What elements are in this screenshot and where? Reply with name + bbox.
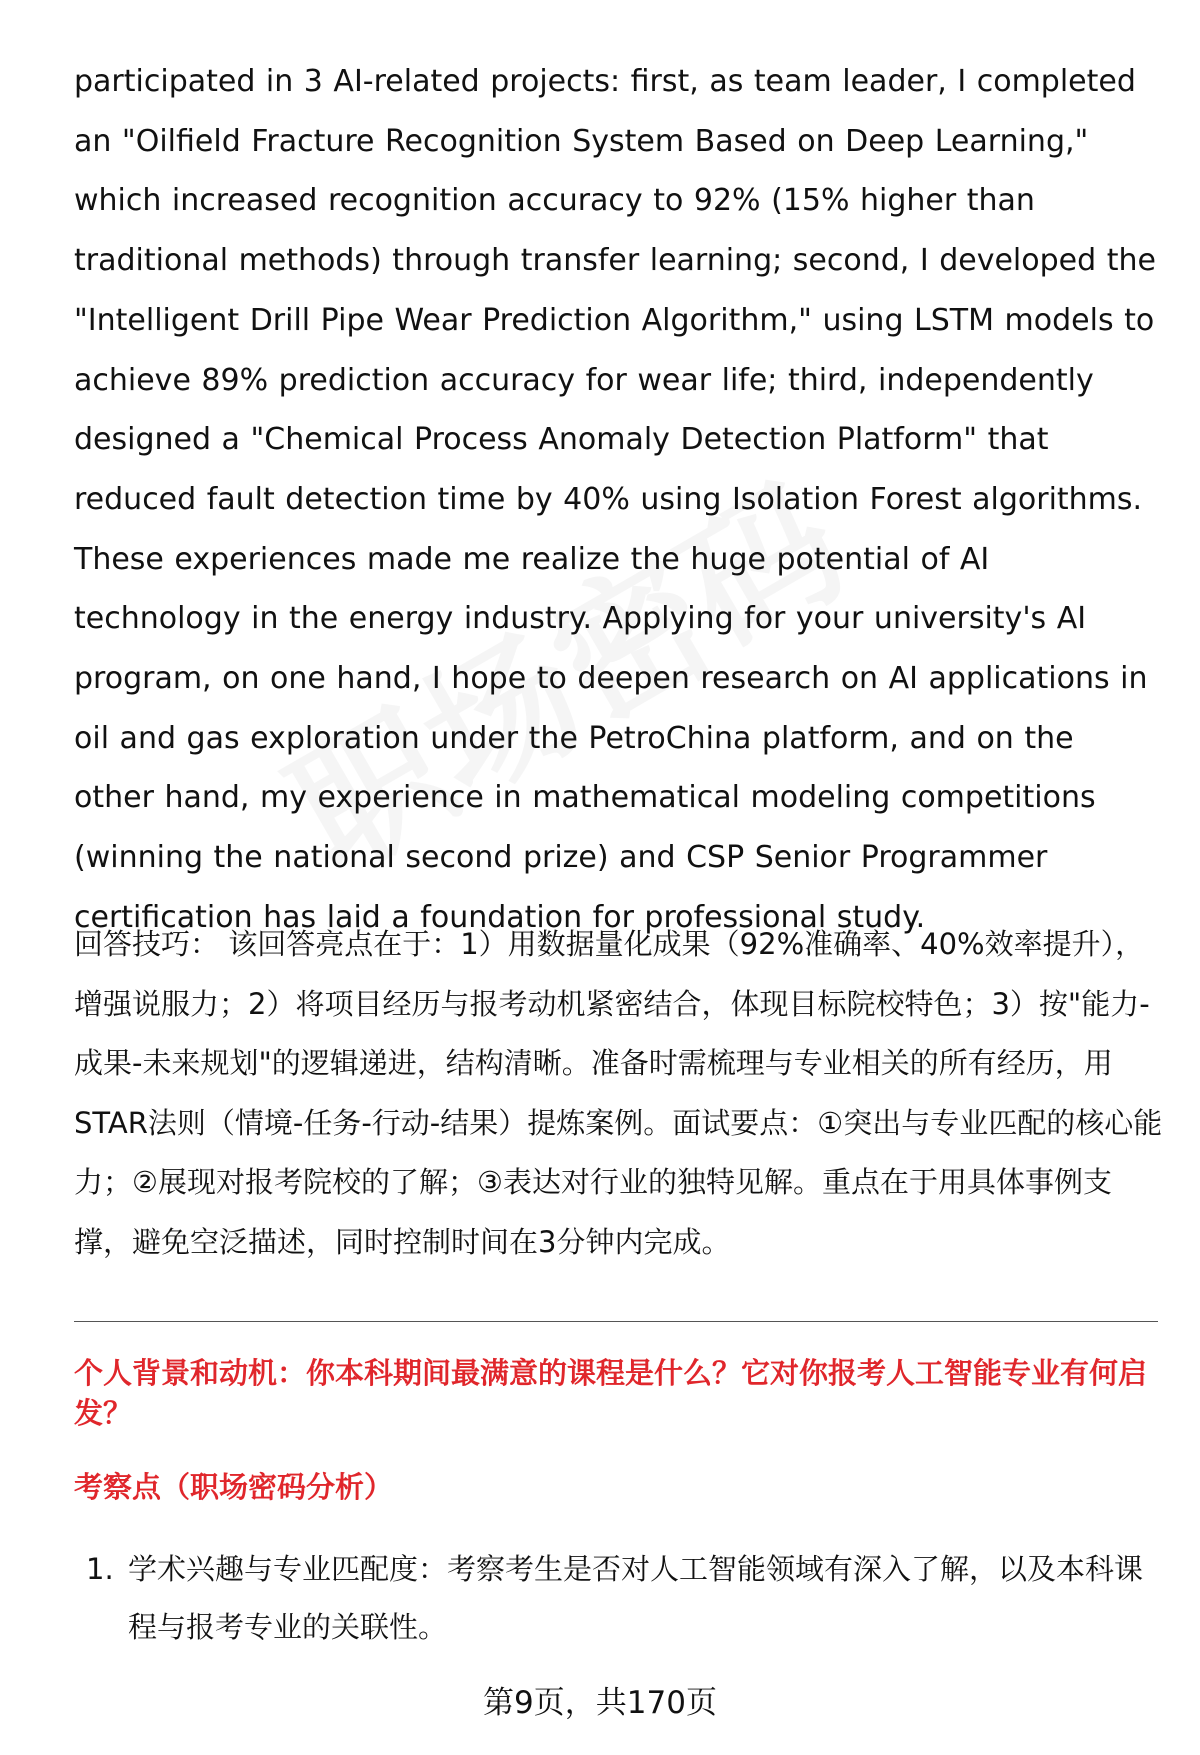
list-item: [74, 1540, 1164, 1656]
question-heading: 个人背景和动机：你本科期间最满意的课程是什么？它对你报考人工智能专业有何启发？: [74, 1356, 1148, 1430]
list-item-number: 1.: [86, 1552, 114, 1586]
body-paragraph-english: participated in 3 AI-related projects: first, as team leader, I completed an "Oilfield Fracture Recognition System Based on Deep Learning," which increased recognition accuracy to 92% (15% higher than traditional methods) through transfer learning; second, I developed the "Intelligent Drill Pipe Wear Prediction Algorithm," using LSTM models to achieve 89% prediction accuracy for wear life; third, independently designed a "Chemical Process Anomaly Detection Platform" that reduced fault detection time by 40% using Isolation Forest algorithms. These experiences made me realize the huge potential of AI technology in the energy industry. Applying for your university's AI program, on one hand, I hope to deepen research on AI applications in oil and gas exploration under the PetroChina platform, and on the other hand, my experience in mathematical modeling competitions (winning the national second prize) and CSP Senior Programmer certification has laid a foundation for professional study.: [74, 64, 1156, 935]
answer-tips-paragraph: 回答技巧： 该回答亮点在于：1）用数据量化成果（92%准确率、40%效率提升），增强说服力；2）将项目经历与报考动机紧密结合，体现目标院校特色；3）按"能力-成果-未来规划"的逻辑递进，结构清晰。准备时需梳理与专业相关的所有经历，用STAR法则（情境-任务-行动-结果）提炼案例。面试要点：①突出与专业匹配的核心能力；②展现对报考院校的了解；③表达对行业的独特见解。重点在于用具体事例支撑，避免空泛描述，同时控制时间在3分钟内完成。: [74, 927, 1163, 1259]
list-item-text: 学术兴趣与专业匹配度：考察考生是否对人工智能领域有深入了解，以及本科课程与报考专业的关联性。: [128, 1552, 1144, 1644]
page-footer: 第9页，共170页: [483, 1685, 717, 1721]
assessment-points-list: [74, 1540, 1164, 1656]
section-divider: [74, 1321, 1158, 1322]
assessment-points-heading: 考察点（职场密码分析）: [74, 1470, 394, 1504]
